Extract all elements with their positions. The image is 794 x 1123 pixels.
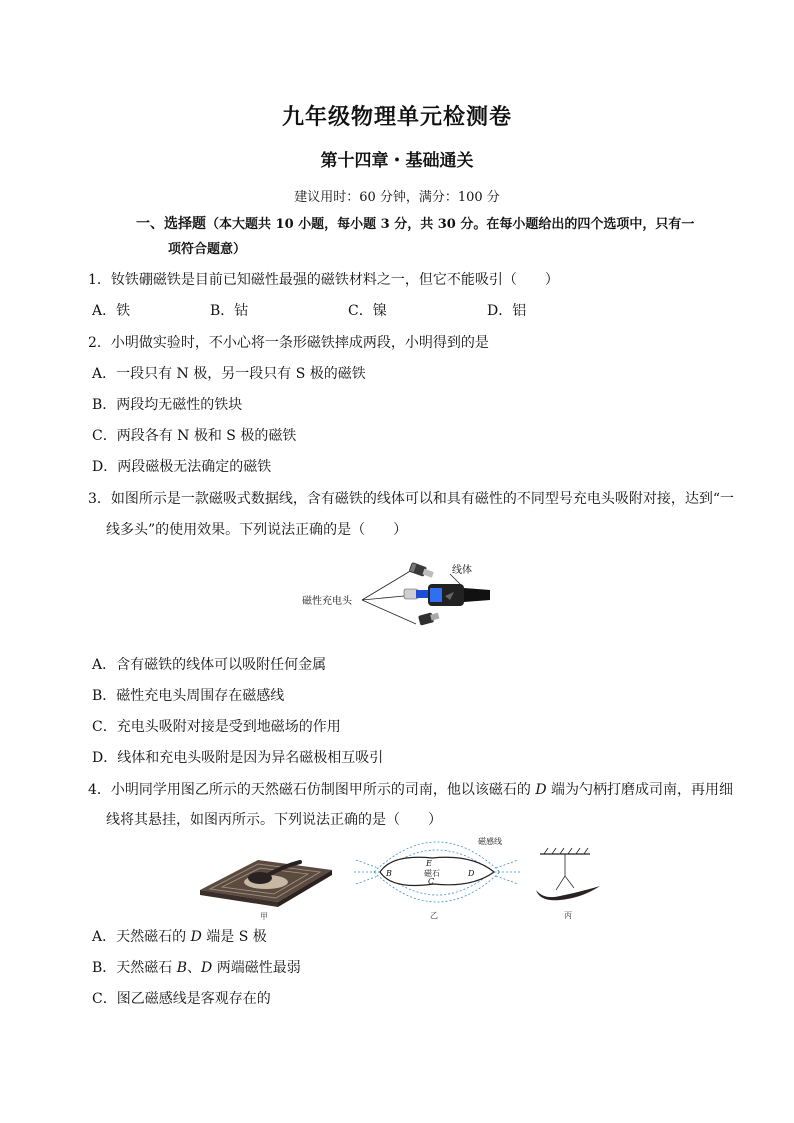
q4-option-b-post: 两端磁性最弱 (212, 960, 301, 976)
section-instructions: （本大题共 10 小题，每小题 3 分，共 30 分。在每小题给出的四个选项中，只有一 (206, 217, 695, 232)
q4-option-b (92, 958, 301, 978)
suspended-spoon (536, 886, 600, 900)
label-cable: 线体 (452, 565, 472, 576)
caption-yi: 乙 (430, 911, 438, 920)
cable-body (428, 584, 490, 606)
q1-option-b: B．钴 (210, 303, 249, 319)
lodestone-field-figure (352, 832, 522, 922)
q1-option-a: A．铁 (92, 303, 131, 319)
q4-option-a-post: 端是 S 极 (201, 929, 267, 945)
q2-stem: 2．小明做实验时，不小心将一条形磁铁摔成两段，小明得到的是 (88, 335, 489, 351)
suspended-sinan-figure (530, 846, 610, 922)
q2-option-a: A．一段只有 N 极，另一段只有 S 极的磁铁 (92, 366, 366, 382)
q3-stem-line2: 线多头”的使用效果。下列说法正确的是（ ） (106, 522, 408, 538)
charging-head-bottom (418, 611, 440, 626)
q4-option-b-var2: D (201, 960, 213, 976)
label-charging-head: 磁性充电头 (302, 596, 352, 607)
sinan-figure (196, 840, 336, 920)
q4-option-b-pre: B．天然磁石 (92, 960, 177, 976)
q4-stem-var-d: D (535, 782, 547, 798)
magnetic-cable-figure (300, 556, 500, 646)
q2-option-d: D．两段磁极无法确定的磁铁 (92, 459, 272, 475)
q4-stem-line1-a: 4．小明同学用图乙所示的天然磁石仿制图甲所示的司南，他以该磁石的 (88, 782, 536, 798)
section-heading-line (136, 214, 694, 235)
q2-option-b: B．两段均无磁性的铁块 (92, 397, 243, 413)
caption-jia: 甲 (260, 912, 268, 920)
q1-option-d: D．铝 (487, 303, 527, 319)
label-e: E (426, 859, 432, 868)
q4-stem-line2: 线将其悬挂，如图丙所示。下列说法正确的是（ ） (106, 812, 442, 828)
label-c: C (428, 877, 435, 886)
label-b: B (386, 869, 392, 878)
charging-head-top (409, 562, 435, 580)
q2-option-c: C．两段各有 N 极和 S 极的磁铁 (92, 428, 297, 444)
q4-option-a-var: D (190, 929, 202, 945)
q3-option-c: C．充电头吸附对接是受到地磁场的作用 (92, 719, 341, 735)
label-d: D (468, 869, 475, 878)
q4-option-b-mid: 、 (187, 960, 202, 976)
q4-option-c: C．图乙磁感线是客观存在的 (92, 991, 271, 1007)
label-lodestone: 磁石 (424, 869, 440, 878)
label-field-lines: 磁感线 (478, 837, 502, 846)
q3-stem-line1: 3．如图所示是一款磁吸式数据线，含有磁铁的线体可以和具有磁性的不同型号充电头吸附对接，达到“一 (88, 491, 735, 507)
support-hatching (544, 848, 588, 854)
caption-bing: 丙 (564, 911, 572, 920)
q4-option-a-pre: A．天然磁石的 (92, 929, 191, 945)
page-title: 九年级物理单元检测卷 (281, 104, 512, 130)
section-heading: 一、选择题 (136, 216, 206, 232)
q1-stem: 1．钕铁硼磁铁是目前已知磁性最强的磁铁材料之一，但它不能吸引（ ） (88, 272, 559, 288)
section-instructions-cont: 项符合题意） (168, 242, 247, 257)
q3-option-b: B．磁性充电头周围存在磁感线 (92, 688, 285, 704)
q1-option-c: C．镍 (348, 303, 387, 319)
q4-option-a (92, 927, 267, 947)
q4-stem-line1 (88, 780, 733, 800)
q4-option-b-var1: B (176, 960, 188, 976)
q3-option-d: D．线体和充电头吸附是因为异名磁极相互吸引 (92, 750, 384, 766)
q3-option-a: A．含有磁铁的线体可以吸附任何金属 (92, 657, 327, 673)
charging-head-middle (404, 589, 430, 599)
q4-stem-line1-b: 端为勺柄打磨成司南，再用细 (546, 782, 734, 798)
time-info: 建议用时：60 分钟，满分：100 分 (294, 190, 500, 205)
page-subtitle: 第十四章・基础通关 (320, 151, 474, 171)
